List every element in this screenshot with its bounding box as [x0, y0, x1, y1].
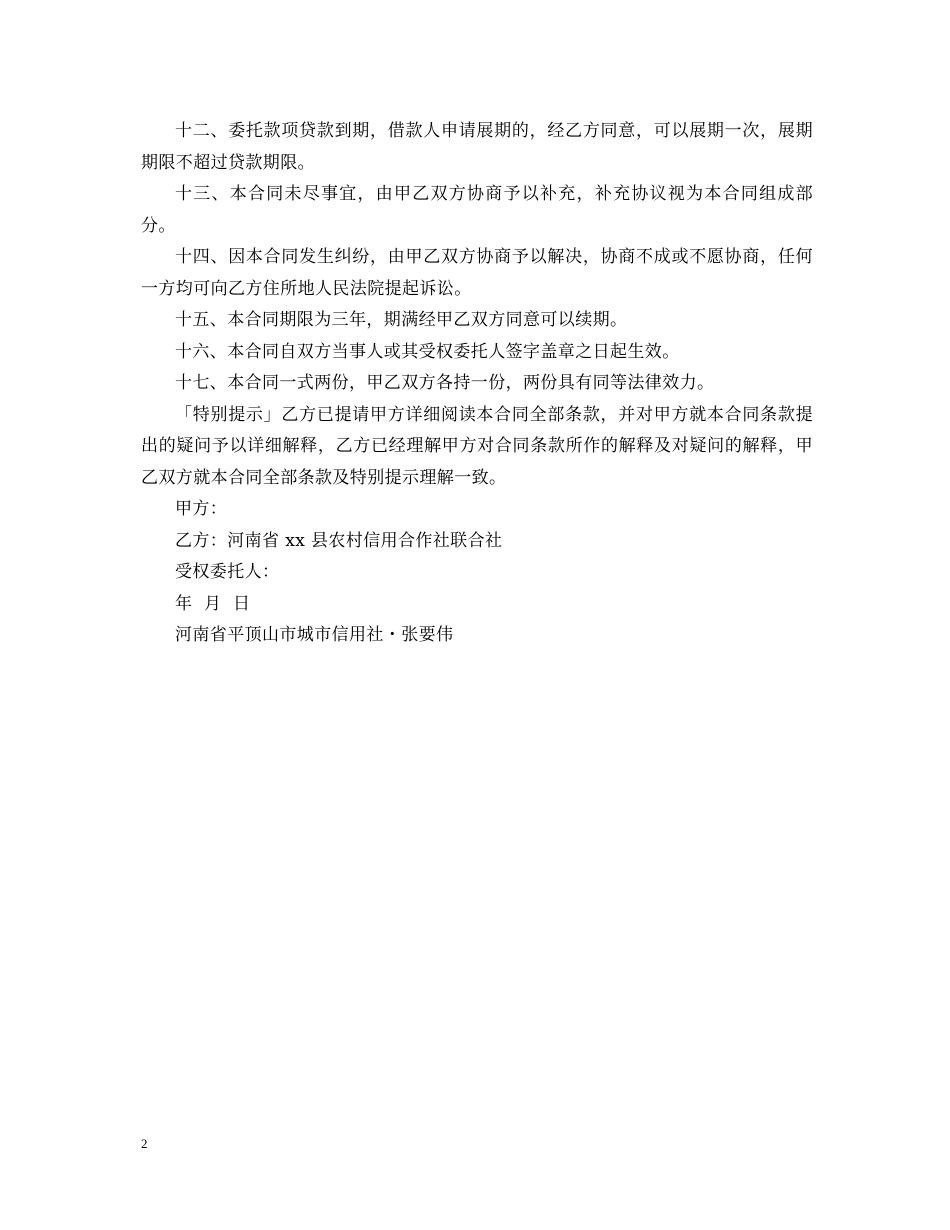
clause-13: 十三、本合同未尽事宜，由甲乙双方协商予以补充，补充协议视为本合同组成部分。 — [141, 184, 813, 236]
party-b-line: 乙方：河南省 xx 县农村信用合作社联合社 — [175, 530, 503, 551]
special-notice: 「特别提示」乙方已提请甲方详细阅读本合同全部条款，并对甲方就本合同条款提出的疑问予以详细解释，乙方已经理解甲方对合同条款所作的解释及对疑问的解释，甲乙双方就本合同全部条款及特别提示理解一致。 — [141, 404, 813, 488]
clause-12: 十二、委托款项贷款到期，借款人申请展期的，经乙方同意，可以展期一次，展期期限不超过贷款期限。 — [141, 121, 813, 173]
author-line: 河南省平顶山市城市信用社・张要伟 — [175, 625, 454, 645]
date-line: 年 月 日 — [175, 593, 251, 614]
clause-14: 十四、因本合同发生纠纷，由甲乙双方协商予以解决，协商不成或不愿协商，任何一方均可向乙方住所地人民法院提起诉讼。 — [141, 247, 813, 299]
authorized-agent-line: 受权委托人： — [175, 562, 280, 582]
clause-15: 十五、本合同期限为三年，期满经甲乙双方同意可以续期。 — [175, 310, 628, 330]
clause-17: 十七、本合同一式两份，甲乙双方各持一份，两份具有同等法律效力。 — [175, 373, 715, 393]
page-number: 2 — [141, 1136, 148, 1151]
contract-body — [141, 116, 813, 652]
clause-16: 十六、本合同自双方当事人或其受权委托人签字盖章之日起生效。 — [175, 341, 680, 362]
party-a-line: 甲方： — [175, 499, 228, 519]
